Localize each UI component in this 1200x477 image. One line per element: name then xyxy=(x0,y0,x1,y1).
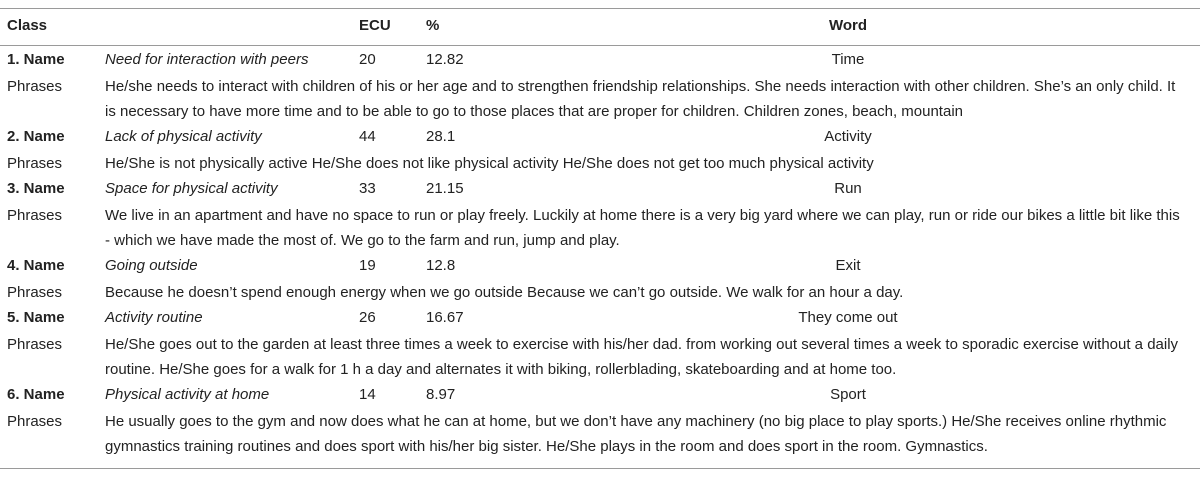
class-cell: 3. Name xyxy=(7,180,65,197)
pct-cell: 12.8 xyxy=(426,257,456,274)
table-row xyxy=(0,382,1200,408)
pct-cell: 16.67 xyxy=(426,309,464,326)
pct-cell: 28.1 xyxy=(426,128,456,145)
phrase-row xyxy=(0,150,1200,176)
pct-cell: 8.97 xyxy=(426,386,456,403)
header-class: Class xyxy=(7,17,48,34)
word-cell: Activity xyxy=(824,128,872,145)
table-row xyxy=(0,124,1200,150)
word-cell: Exit xyxy=(835,257,861,274)
name-cell: Going outside xyxy=(105,257,198,274)
table-row xyxy=(0,305,1200,331)
class-cell: 5. Name xyxy=(7,309,65,326)
phrase-row xyxy=(0,408,1200,459)
name-cell: Physical activity at home xyxy=(105,386,270,403)
phrase-label: Phrases xyxy=(7,78,63,95)
phrase-label: Phrases xyxy=(7,284,63,301)
phrase-text: He/she needs to interact with children of his or her age and to strengthen friendship relationships. She needs interaction with other children. She’s an only child. It is necessary to have more time and to be able to go to those places that are proper for children. Children zones, beach, mountain xyxy=(105,78,1176,120)
ecu-cell: 20 xyxy=(359,51,376,68)
header-row xyxy=(0,13,1200,47)
ecu-cell: 26 xyxy=(359,309,376,326)
ecu-cell: 33 xyxy=(359,180,376,197)
ecu-cell: 14 xyxy=(359,386,376,403)
phrase-row xyxy=(0,331,1200,382)
phrase-label: Phrases xyxy=(7,207,63,224)
phrase-label: Phrases xyxy=(7,155,63,172)
name-cell: Lack of physical activity xyxy=(105,128,262,145)
table-row xyxy=(0,47,1200,73)
class-cell: 6. Name xyxy=(7,386,65,403)
ecu-cell: 44 xyxy=(359,128,376,145)
word-cell: Sport xyxy=(830,386,866,403)
phrase-text: We live in an apartment and have no space to run or play freely. Luckily at home there is a very big yard where we can play, run or ride our bikes a little bit like this - which we have made the most of. We go to the farm and run, jump and play. xyxy=(105,207,1180,249)
class-cell: 2. Name xyxy=(7,128,65,145)
pct-cell: 21.15 xyxy=(426,180,464,197)
name-cell: Space for physical activity xyxy=(105,180,278,197)
header-ecu: ECU xyxy=(359,17,391,34)
header-word: Word xyxy=(828,17,868,34)
bottom-rule xyxy=(0,468,1200,469)
phrase-label: Phrases xyxy=(7,413,63,430)
phrase-row xyxy=(0,202,1200,253)
results-table xyxy=(0,13,1200,459)
name-cell: Need for interaction with peers xyxy=(105,51,309,68)
name-cell: Activity routine xyxy=(105,309,203,326)
phrase-text: He/She is not physically active He/She does not like physical activity He/She does not get too much physical activity xyxy=(105,155,874,172)
header-empty xyxy=(105,13,347,47)
phrase-text: He/She goes out to the garden at least three times a week to exercise with his/her dad. from working out several times a week to sporadic exercise without a daily routine. He/She goes for a walk for 1 h a day and alternates it with biking, rollerblading, skateboarding and at home too. xyxy=(105,336,1179,378)
top-rule xyxy=(0,8,1200,9)
class-cell: 4. Name xyxy=(7,257,65,274)
ecu-cell: 19 xyxy=(359,257,376,274)
phrase-text: Because he doesn’t spend enough energy when we go outside Because we can’t go outside. We walk for an hour a day. xyxy=(105,284,904,301)
phrase-row xyxy=(0,279,1200,305)
word-cell: Time xyxy=(831,51,865,68)
word-cell: They come out xyxy=(798,309,898,326)
phrase-text: He usually goes to the gym and now does what he can at home, but we don’t have any machinery (no big place to play sports.) He/She receives online rhythmic gymnastics training routines and does sport with his/her big sister. He/She plays in the room and does sport in the room. Gymnastics. xyxy=(105,413,1167,455)
table-row xyxy=(0,176,1200,202)
class-cell: 1. Name xyxy=(7,51,65,68)
table-row xyxy=(0,253,1200,279)
phrase-label: Phrases xyxy=(7,336,63,353)
word-cell: Run xyxy=(834,180,862,197)
phrase-row xyxy=(0,73,1200,124)
pct-cell: 12.82 xyxy=(426,51,464,68)
header-pct: % xyxy=(426,17,440,34)
